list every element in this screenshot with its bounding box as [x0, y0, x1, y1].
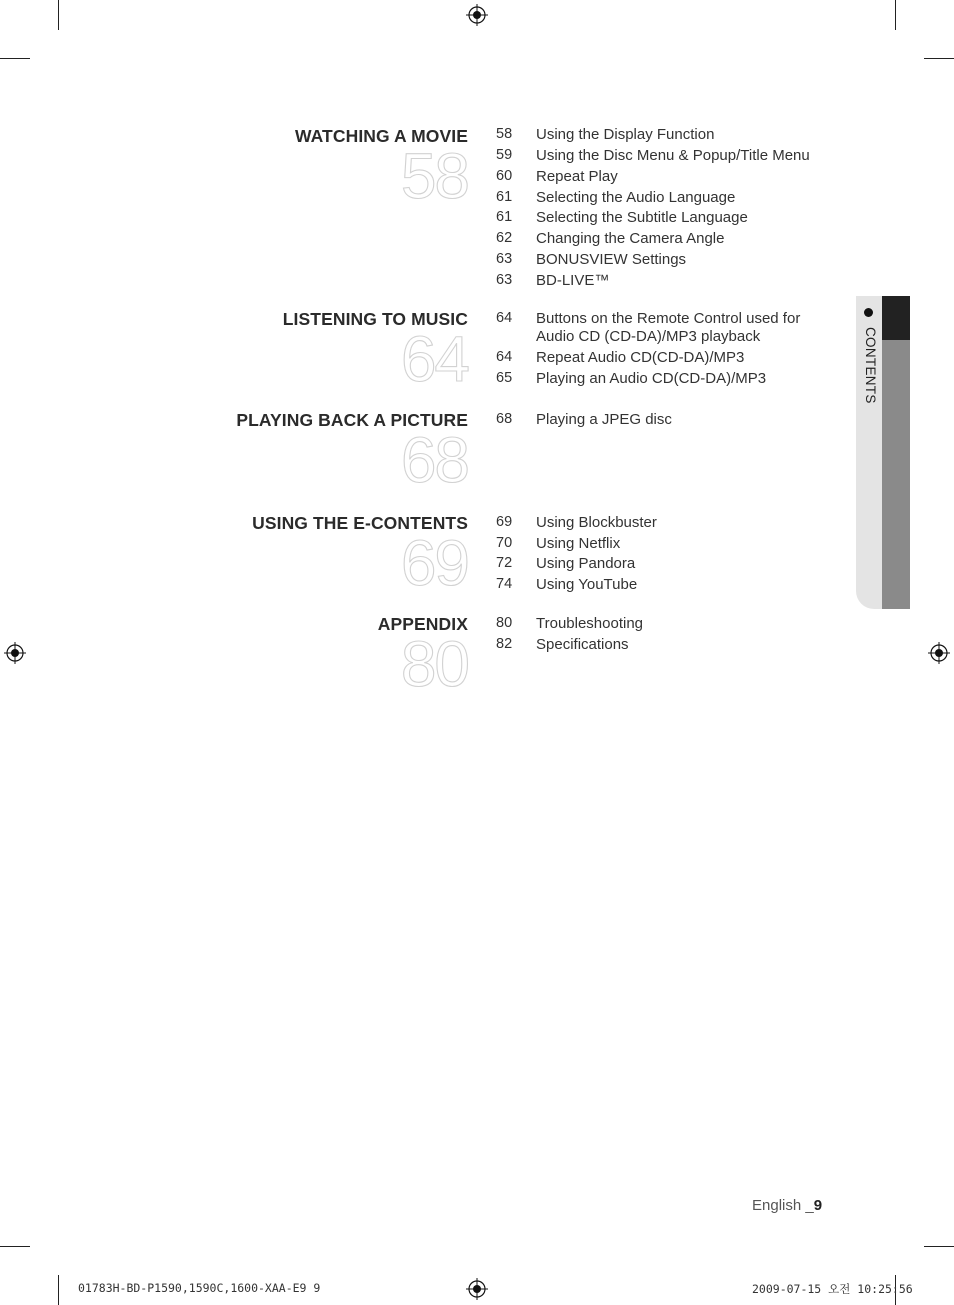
- crop-mark: [895, 0, 896, 30]
- section-start-page-number: 68: [400, 424, 468, 496]
- section-start-page-number: 69: [400, 527, 468, 599]
- section-start-page-number: 80: [400, 628, 468, 700]
- registration-mark-icon: [466, 1278, 488, 1300]
- section-title: APPENDIX: [377, 614, 468, 634]
- entry-title: Selecting the Audio Language: [536, 189, 736, 206]
- entry-title: Specifications: [536, 636, 629, 653]
- entry-page-number: 72: [496, 555, 513, 571]
- entry-title: BD-LIVE™: [536, 272, 610, 289]
- entry-title: Using Pandora: [536, 555, 636, 572]
- entry-page-number: 68: [496, 411, 513, 427]
- entry-page-number: 64: [496, 310, 513, 326]
- entry-title: Using Blockbuster: [536, 514, 657, 531]
- section-title: LISTENING TO MUSIC: [282, 309, 468, 329]
- entry-title: Troubleshooting: [536, 615, 644, 632]
- section-title: WATCHING A MOVIE: [294, 126, 468, 146]
- entry-page-number: 65: [496, 370, 513, 386]
- contents-side-tab[interactable]: [856, 296, 910, 609]
- section-title: PLAYING BACK A PICTURE: [236, 410, 468, 430]
- side-tab-dark-bar: [882, 296, 910, 340]
- entry-title: Buttons on the Remote Control used for Audio CD (CD-DA)/MP3 playback: [536, 310, 801, 345]
- registration-mark-icon: [466, 4, 488, 26]
- crop-mark: [0, 1246, 30, 1247]
- footer-language: English _: [752, 1197, 814, 1214]
- entry-title: Using YouTube: [536, 576, 638, 593]
- entry-title: Using Netflix: [536, 535, 621, 552]
- entry-page-number: 64: [496, 349, 513, 365]
- entry-title: Using the Disc Menu & Popup/Title Menu: [536, 147, 810, 164]
- crop-mark: [0, 58, 30, 59]
- entry-page-number: 74: [496, 576, 513, 592]
- crop-mark: [58, 1275, 59, 1305]
- side-tab-gray-bar: [882, 340, 910, 609]
- registration-mark-icon: [4, 642, 26, 664]
- entry-page-number: 62: [496, 230, 513, 246]
- crop-mark: [58, 0, 59, 30]
- entry-page-number: 58: [496, 126, 513, 142]
- entry-page-number: 80: [496, 615, 513, 631]
- entry-page-number: 63: [496, 251, 513, 267]
- entry-title: Playing a JPEG disc: [536, 411, 672, 428]
- section-start-page-number: 58: [400, 140, 468, 212]
- entry-page-number: 63: [496, 272, 513, 288]
- page-footer: [752, 1197, 822, 1214]
- entry-page-number: 60: [496, 168, 513, 184]
- entry-title: Repeat Play: [536, 168, 618, 185]
- print-slug-left: 01783H-BD-P1590,1590C,1600-XAA-E9 9: [78, 1281, 321, 1295]
- entry-page-number: 69: [496, 514, 513, 530]
- entry-page-number: 61: [496, 209, 513, 225]
- entry-title: Selecting the Subtitle Language: [536, 209, 748, 226]
- entry-title: Using the Display Function: [536, 126, 715, 143]
- crop-mark: [924, 1246, 954, 1247]
- side-tab-label: CONTENTS: [863, 327, 878, 404]
- registration-mark-icon: [928, 642, 950, 664]
- entry-title: Playing an Audio CD(CD-DA)/MP3: [536, 370, 767, 387]
- crop-mark: [924, 58, 954, 59]
- entry-page-number: 61: [496, 189, 513, 205]
- entry-title: BONUSVIEW Settings: [536, 251, 687, 268]
- entry-page-number: 70: [496, 535, 513, 551]
- entry-page-number: 82: [496, 636, 513, 652]
- entry-page-number: 59: [496, 147, 513, 163]
- bullet-icon: [864, 308, 873, 317]
- section-start-page-number: 64: [400, 323, 468, 395]
- footer-page-number: 9: [813, 1197, 823, 1214]
- print-slug-right: 2009-07-15 오전 10:25:56: [752, 1282, 913, 1296]
- section-title: USING THE E-CONTENTS: [252, 513, 468, 533]
- entry-title: Changing the Camera Angle: [536, 230, 725, 247]
- entry-title: Repeat Audio CD(CD-DA)/MP3: [536, 349, 745, 366]
